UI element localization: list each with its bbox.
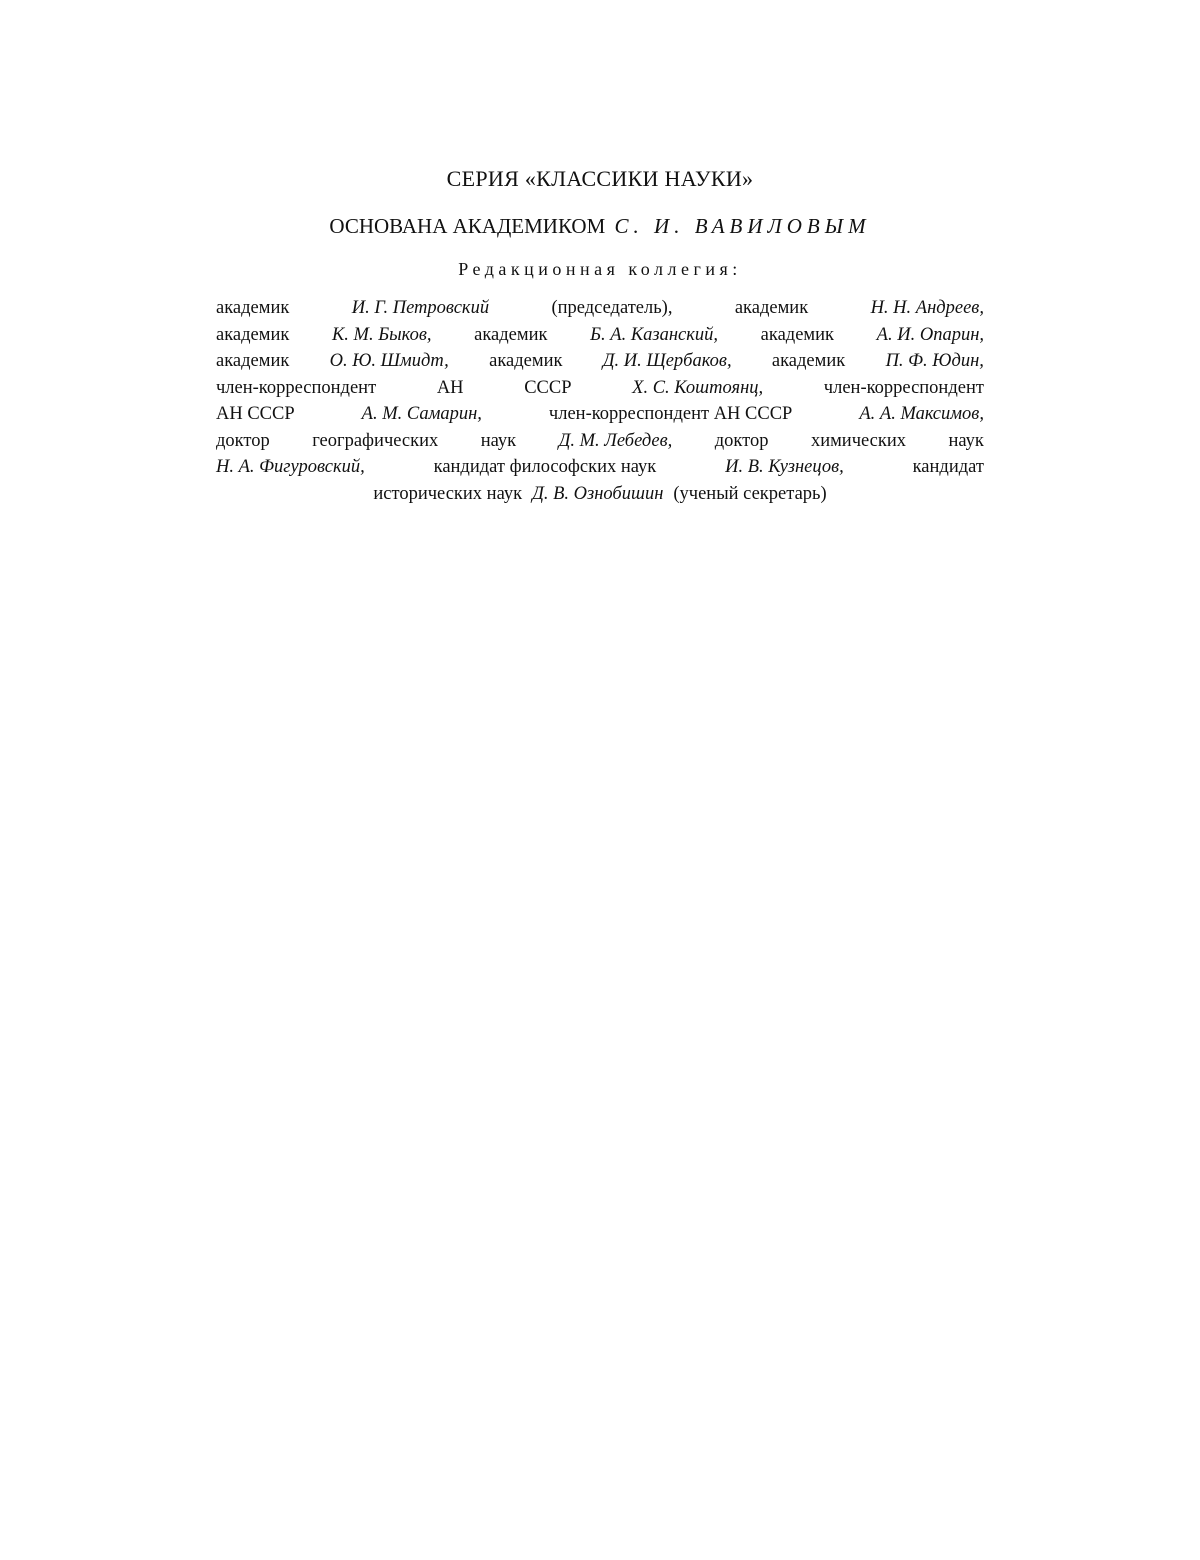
board-line (216, 322, 984, 349)
member-title: АН СССР (216, 404, 295, 424)
member-title: химических (810, 430, 907, 451)
board-line (216, 481, 984, 508)
member-title: член-корреспондент АН СССР (548, 404, 793, 424)
member-name: Д. В. Ознобишин (532, 483, 664, 504)
board-line (216, 428, 984, 455)
member-title: член-корреспондент (823, 377, 984, 398)
member-name: А. И. Опарин, (876, 324, 984, 345)
member-name: Д. М. Лебедев, (558, 430, 673, 451)
editorial-board-heading: Редакционная коллегия: (458, 259, 742, 279)
member-title: наук (948, 430, 984, 451)
member-name: И. В. Кузнецов, (725, 457, 844, 477)
member-title: географических (312, 430, 439, 451)
member-title: (ученый секретарь) (673, 483, 827, 504)
member-name: Н. Н. Андреев, (870, 298, 984, 318)
founder-name: С. И. ВАВИЛОВЫМ (614, 214, 871, 238)
member-title: академик (771, 351, 846, 371)
member-name: Д. И. Щербаков, (602, 351, 732, 371)
member-title: академик (489, 351, 563, 371)
member-title: исторических наук (373, 483, 523, 504)
member-name: А. А. Максимов, (859, 404, 984, 424)
member-name: Б. А. Казанский, (590, 324, 719, 345)
member-title: член-корреспондент (216, 377, 377, 398)
board-line (216, 375, 984, 402)
member-title: АН (436, 377, 464, 398)
member-title: (председатель), (551, 298, 673, 318)
member-name: Х. С. Коштоянц, (632, 377, 764, 398)
member-name: К. М. Быков, (332, 324, 432, 345)
member-name: О. Ю. Шмидт, (329, 351, 449, 371)
member-title: академик (216, 324, 290, 345)
member-title: доктор (216, 430, 270, 451)
board-line (216, 348, 984, 375)
series-title: СЕРИЯ «КЛАССИКИ НАУКИ» (446, 166, 754, 191)
member-name: Н. А. Фигуровский, (216, 457, 365, 477)
board-line (216, 454, 984, 481)
editorial-board-list (216, 295, 984, 507)
board-line (216, 295, 984, 322)
member-title: доктор (714, 430, 769, 451)
member-name: А. М. Самарин, (361, 404, 482, 424)
member-title: академик (760, 324, 835, 345)
member-title: академик (216, 351, 290, 371)
member-title: наук (480, 430, 517, 451)
member-title: академик (734, 298, 809, 318)
board-line (216, 401, 984, 428)
member-name: П. Ф. Юдин, (885, 351, 984, 371)
founded-prefix: ОСНОВАНА АКАДЕМИКОМ (329, 214, 606, 238)
member-title: кандидат философских наук (433, 457, 657, 477)
member-title: академик (474, 324, 548, 345)
founded-line (0, 214, 1200, 239)
member-name: И. Г. Петровский (351, 298, 490, 318)
member-title: академик (216, 298, 290, 318)
member-title: СССР (524, 377, 572, 398)
member-title: кандидат (912, 457, 984, 477)
